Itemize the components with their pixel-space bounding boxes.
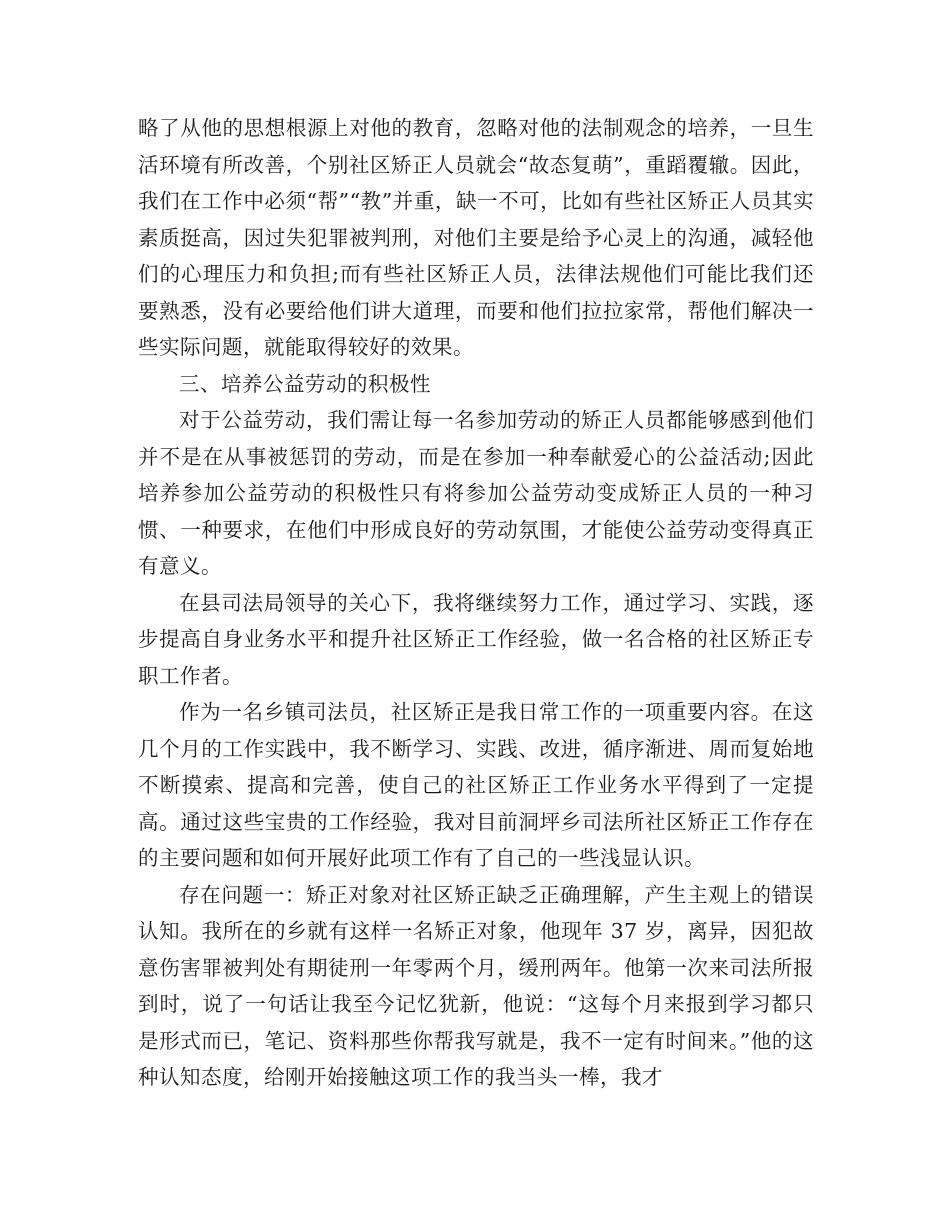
section-heading-3: 三、培养公益劳动的积极性 <box>179 371 431 396</box>
paragraph-future-work: 在县司法局领导的关心下，我将继续努力工作，通过学习、实践，逐步提高自身业务水平和提升社区矫正工作经验，做一名合格的社区矫正专职工作者。 <box>138 590 814 688</box>
paragraph-introduction: 作为一名乡镇司法员，社区矫正是我日常工作的一项重要内容。在这几个月的工作实践中，我不断学习、实践、改进，循序渐进、周而复始地不断摸索、提高和完善，使自己的社区矫正工作业务水平得到了一定提高。通过这些宝贵的工作经验，我对目前洞坪乡司法所社区矫正工作存在的主要问题和如何开展好此项工作有了自己的一些浅显认识。 <box>138 700 814 870</box>
paragraph-continuation: 略了从他的思想根源上对他的教育，忽略对他的法制观念的培养，一旦生活环境有所改善，个别社区矫正人员就会“故态复萌”，重蹈覆辙。因此，我们在工作中必须“帮”“教”并重，缺一不可，比如有些社区矫正人员其实素质挺高，因过失犯罪被判刑，对他们主要是给予心灵上的沟通，减轻他们的心理压力和负担;而有些社区矫正人员，法律法规他们可能比我们还要熟悉，没有必要给他们讲大道理，而要和他们拉拉家常，帮他们解决一些实际问题，就能取得较好的效果。 <box>138 116 814 359</box>
paragraph-problem-one: 存在问题一：矫正对象对社区矫正缺乏正确理解，产生主观上的错误认知。我所在的乡就有这样一名矫正对象，他现年 37 岁，离异，因犯故意伤害罪被判处有期徒刑一年零两个月，缓刑两年。他第一次来司法所报到时，说了一句话让我至今记忆犹新，他说：“这每个月来报到学习都只是形式而已，笔记、资料那些你帮我写就是，我不一定有时间来。”他的这种认知态度，给刚开始接触这项工作的我当头一棒，我才 <box>138 882 814 1089</box>
document-page <box>138 110 814 1096</box>
paragraph-public-labor: 对于公益劳动，我们需让每一名参加劳动的矫正人员都能够感到他们并不是在从事被惩罚的劳动，而是在参加一种奉献爱心的公益活动;因此培养参加公益劳动的积极性只有将参加公益劳动变成矫正人员的一种习惯、一种要求，在他们中形成良好的劳动氛围，才能使公益劳动变得真正有意义。 <box>138 408 814 578</box>
